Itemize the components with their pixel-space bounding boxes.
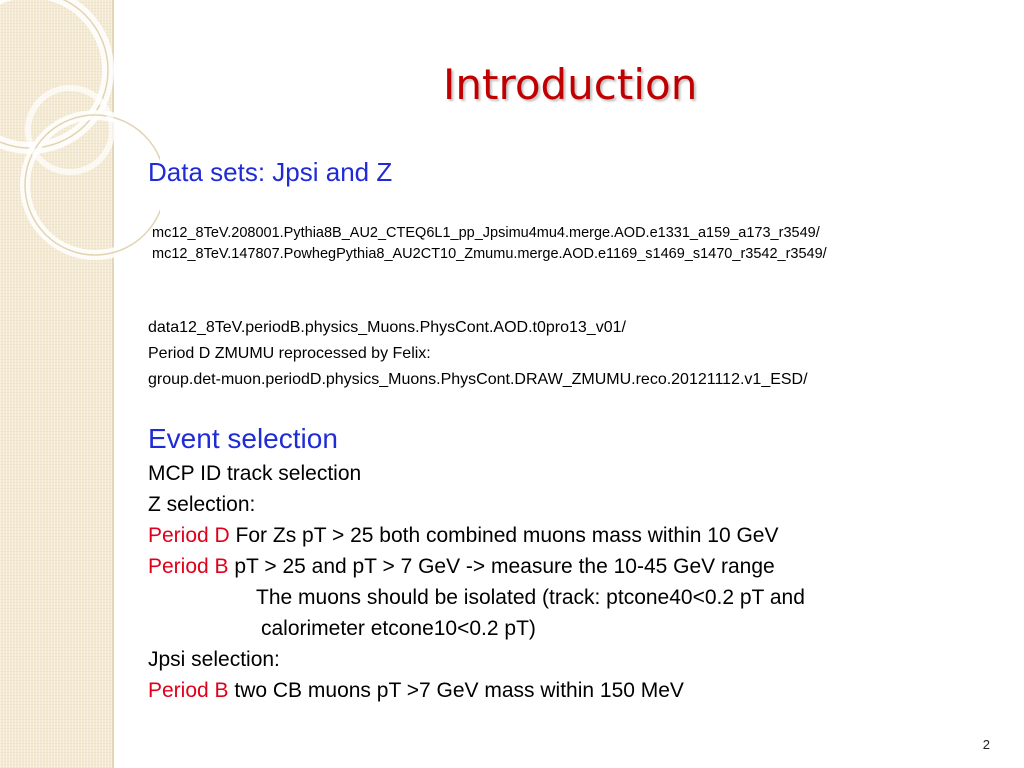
jpsi-criteria bbox=[148, 675, 684, 706]
period-d-criteria bbox=[148, 520, 779, 551]
jpsi-criteria-text: two CB muons pT >7 GeV mass within 150 MeV bbox=[228, 679, 684, 702]
jpsi-period-label: Period B bbox=[148, 679, 229, 702]
data-period-b-line: data12_8TeV.periodB.physics_Muons.PhysCont.AOD.t0pro13_v01/ bbox=[148, 319, 626, 336]
mcp-track-selection: MCP ID track selection bbox=[148, 462, 362, 485]
page-number: 2 bbox=[982, 737, 990, 752]
data-sets-heading: Data sets: Jpsi and Z bbox=[148, 157, 393, 187]
group-dataset-line: group.det-muon.periodD.physics_Muons.PhysCont.DRAW_ZMUMU.reco.20121112.v1_ESD/ bbox=[148, 371, 808, 388]
event-selection-heading: Event selection bbox=[148, 423, 338, 454]
period-d-label: Period D bbox=[148, 524, 230, 547]
period-b-label: Period B bbox=[148, 555, 229, 578]
reprocessed-line: Period D ZMUMU reprocessed by Felix: bbox=[148, 345, 431, 362]
period-b-text: pT > 25 and pT > 7 GeV -> measure the 10-45 GeV range bbox=[228, 555, 775, 578]
period-d-text: For Zs pT > 25 both combined muons mass within 10 GeV bbox=[229, 524, 779, 547]
decorative-rings bbox=[0, 0, 160, 260]
z-selection-heading: Z selection: bbox=[148, 493, 256, 516]
slide-title: Introduction bbox=[443, 60, 698, 109]
isolation-line-2: calorimeter etcone10<0.2 pT) bbox=[261, 617, 536, 640]
isolation-line-1: The muons should be isolated (track: ptcone40<0.2 pT and bbox=[256, 586, 805, 609]
mc-dataset-jpsi: mc12_8TeV.208001.Pythia8B_AU2_CTEQ6L1_pp_Jpsimu4mu4.merge.AOD.e1331_a159_a173_r3549/ bbox=[152, 225, 820, 241]
mc-dataset-zmumu: mc12_8TeV.147807.PowhegPythia8_AU2CT10_Zmumu.merge.AOD.e1169_s1469_s1470_r3542_r3549/ bbox=[152, 246, 827, 262]
jpsi-selection-heading: Jpsi selection: bbox=[148, 648, 280, 671]
period-b-criteria bbox=[148, 551, 775, 582]
